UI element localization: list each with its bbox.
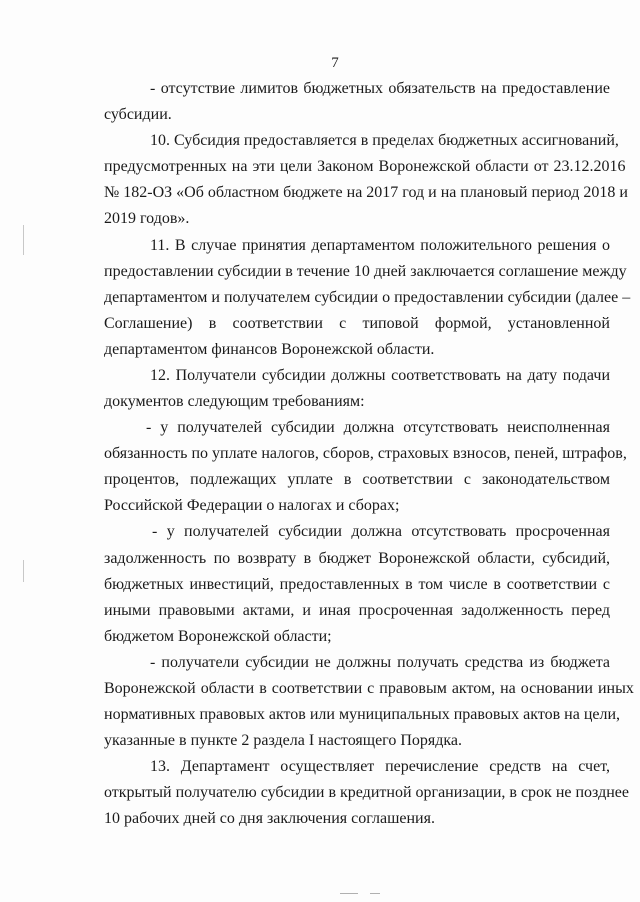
scan-edge-mark — [23, 560, 24, 582]
text-line: - у получателей субсидии должна отсутствовать неисполненная — [146, 419, 610, 436]
text-line: обязанность по уплате налогов, сборов, страховых взносов, пеней, штрафов, — [104, 445, 627, 462]
text-line: открытый получателю субсидии в кредитной организации, в срок не позднее — [104, 784, 629, 801]
text-line: предусмотренных на эти цели Законом Воронежской области от 23.12.2016 — [104, 158, 626, 175]
text-line: иными правовыми актами, и иная просроченная задолженность перед — [104, 602, 610, 619]
text-line: Российской Федерации о налогах и сборах; — [104, 497, 400, 514]
text-line: департаментом и получателем субсидии о предоставлении субсидии (далее – — [104, 289, 631, 306]
text-line: субсидии. — [104, 106, 172, 123]
scan-edge-mark — [23, 225, 24, 255]
text-line: Воронежской области в соответствии с правовым актом, на основании иных — [104, 680, 634, 697]
text-line: 10 рабочих дней со дня заключения соглашения. — [104, 810, 435, 827]
text-line: - получатели субсидии не должны получать средства из бюджета — [150, 654, 610, 671]
page-number: 7 — [331, 55, 339, 71]
text-line: 2019 годов». — [104, 210, 190, 227]
text-line: 11. В случае принятия департаментом положительного решения о — [150, 237, 610, 254]
text-line: документов следующим требованиям: — [104, 393, 365, 410]
text-line: 13. Департамент осуществляет перечисление средств на счет, — [150, 758, 610, 775]
text-line: - отсутствие лимитов бюджетных обязательств на предоставление — [150, 80, 610, 97]
scan-artifact-line — [370, 893, 380, 894]
text-line: бюджетных инвестиций, предоставленных в том числе в соответствии с — [104, 576, 610, 593]
text-line: - у получателей субсидии должна отсутствовать просроченная — [152, 523, 610, 540]
scan-artifact-line — [340, 893, 358, 894]
text-line: процентов, подлежащих уплате в соответствии с законодательством — [104, 471, 610, 488]
text-line: бюджетом Воронежской области; — [104, 628, 332, 645]
text-line: Соглашение) в соответствии с типовой формой, установленной — [104, 315, 610, 332]
text-line: № 182-ОЗ «Об областном бюджете на 2017 год и на плановый период 2018 и — [104, 184, 628, 201]
text-line: 10. Субсидия предоставляется в пределах бюджетных ассигнований, — [150, 132, 619, 149]
text-line: указанные в пункте 2 раздела I настоящего Порядка. — [104, 732, 463, 749]
text-line: задолженность по возврату в бюджет Воронежской области, субсидий, — [104, 550, 610, 567]
text-line: нормативных правовых актов или муниципальных правовых актов на цели, — [104, 706, 621, 723]
text-line: департаментом финансов Воронежской области. — [104, 341, 435, 358]
text-line: 12. Получатели субсидии должны соответствовать на дату подачи — [150, 367, 610, 384]
text-line: предоставлении субсидии в течение 10 дней заключается соглашение между — [104, 263, 627, 280]
